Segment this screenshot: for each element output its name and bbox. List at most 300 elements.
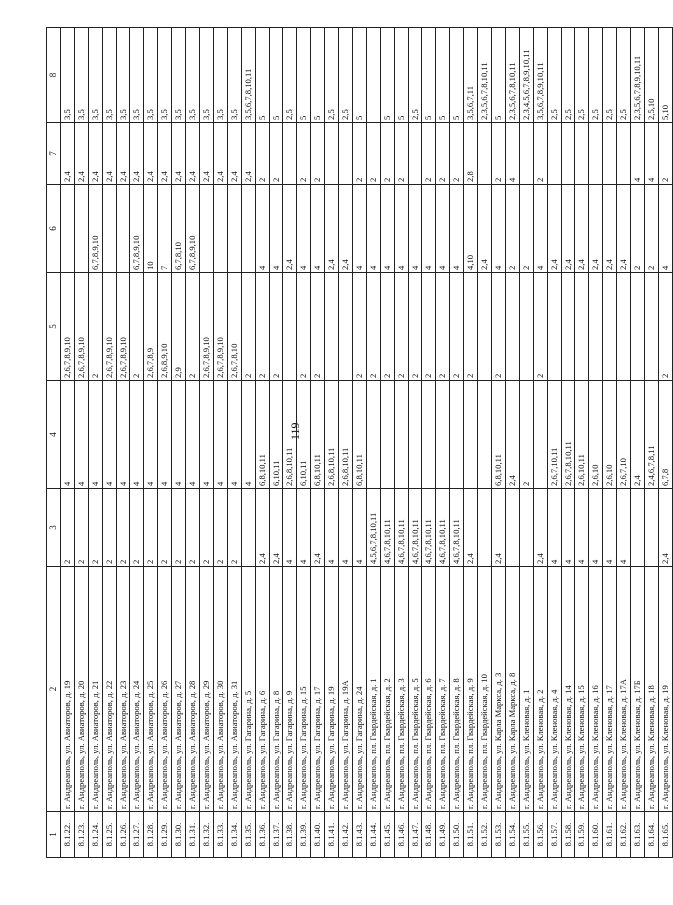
table-cell	[366, 28, 380, 123]
table-cell: 8.1.62.	[617, 812, 631, 858]
table-row	[547, 28, 561, 858]
table-row	[339, 28, 353, 858]
table-cell: 4	[644, 123, 658, 185]
table-cell	[617, 273, 631, 381]
table-cell: 2,4	[213, 123, 227, 185]
column-header-2: 2	[47, 567, 61, 812]
table-cell	[561, 273, 575, 381]
table-cell	[408, 381, 422, 489]
table-row	[478, 28, 492, 858]
column-header-3: 3	[47, 489, 61, 567]
table-cell	[366, 381, 380, 489]
table-cell: г. Андреаполь, ул. Авиаторов, д. 28	[186, 567, 200, 812]
table-cell: 8.1.48.	[422, 812, 436, 858]
table-cell: 3,5	[116, 28, 130, 123]
table-cell: 2,6,7,8,9,10	[116, 273, 130, 381]
table-cell: 2,6,7,8,9,10	[199, 273, 213, 381]
table-cell: 5	[450, 28, 464, 123]
table-cell: 2	[436, 123, 450, 185]
table-cell: 2	[505, 185, 519, 273]
column-header-8: 8	[47, 28, 61, 123]
table-cell: 4	[547, 489, 561, 567]
table-cell: 2,4	[74, 123, 88, 185]
table-cell: 4	[658, 185, 672, 273]
table-cell: 2,5	[339, 28, 353, 123]
table-cell	[644, 273, 658, 381]
table-cell: 5	[380, 28, 394, 123]
table-cell	[241, 489, 255, 567]
table-cell: 2	[60, 489, 74, 567]
table-cell: 4	[297, 185, 311, 273]
table-cell: 8.1.32.	[199, 812, 213, 858]
table-cell: 8.1.50.	[450, 812, 464, 858]
table-cell: 5,10	[658, 28, 672, 123]
table-cell: 8.1.37.	[269, 812, 283, 858]
table-row	[199, 28, 213, 858]
table-cell: 8.1.59.	[575, 812, 589, 858]
table-cell: 2,5	[547, 28, 561, 123]
table-cell: 3,5	[144, 28, 158, 123]
table-cell: 2,6,8,9,10	[158, 273, 172, 381]
table-cell: 2	[241, 273, 255, 381]
table-cell: 8.1.34.	[227, 812, 241, 858]
table-cell: г. Андреаполь, ул. Гагарина, д. 6	[255, 567, 269, 812]
table-cell: 5	[492, 28, 506, 123]
table-row	[158, 28, 172, 858]
table-row	[533, 28, 547, 858]
table-row	[283, 28, 297, 858]
table-cell: 6,8,10,11	[311, 381, 325, 489]
table-cell	[617, 123, 631, 185]
table-cell: 2	[366, 123, 380, 185]
table-cell	[380, 381, 394, 489]
table-cell: 2,6,7,8,9,10	[60, 273, 74, 381]
table-cell: 8.1.26.	[116, 812, 130, 858]
table-cell: 2,4	[561, 185, 575, 273]
column-header-1: 1	[47, 812, 61, 858]
table-cell: г. Андреаполь, ул. Кленовая, д. 4	[547, 567, 561, 812]
table-row	[589, 28, 603, 858]
table-cell	[74, 185, 88, 273]
table-cell: 8.1.35.	[241, 812, 255, 858]
table-cell: 4,10	[464, 185, 478, 273]
table-cell: 2,4	[283, 185, 297, 273]
table-cell: г. Андреаполь, ул. Кленовая, д. 19	[658, 567, 672, 812]
table-cell: 4	[60, 381, 74, 489]
table-cell: 4	[617, 489, 631, 567]
table-cell: 2	[102, 489, 116, 567]
table-cell: 2	[519, 381, 533, 489]
table-cell: 4,6,7,8,10,11	[436, 489, 450, 567]
table-cell: г. Андреаполь, ул. Кленовая, д. 16	[589, 567, 603, 812]
table-row	[311, 28, 325, 858]
table-cell: 2,4	[269, 489, 283, 567]
table-cell: г. Андреаполь, ул. Гагарина, д. 9	[283, 567, 297, 812]
table-cell: 3,5,6,7,11	[464, 28, 478, 123]
table-cell: 4	[144, 381, 158, 489]
table-cell	[505, 273, 519, 381]
table-cell: г. Андреаполь, ул. Авиаторов, д. 22	[102, 567, 116, 812]
table-cell: 2	[533, 273, 547, 381]
table-cell: 8.1.51.	[464, 812, 478, 858]
table-cell: г. Андреаполь, ул. Авиаторов, д. 29	[199, 567, 213, 812]
table-cell: 2,6,8,10,11	[339, 381, 353, 489]
table-cell: 2	[255, 273, 269, 381]
table-cell: 5	[436, 28, 450, 123]
table-cell: 4	[589, 489, 603, 567]
table-cell: г. Андреаполь, пл. Гвардейская, д. 7	[436, 567, 450, 812]
table-cell: 2,4	[547, 185, 561, 273]
table-cell: 2,5	[603, 28, 617, 123]
table-cell: 2,4	[325, 185, 339, 273]
table-cell: 2	[519, 185, 533, 273]
table-cell: 2,5	[561, 28, 575, 123]
table-cell: 2,4	[241, 123, 255, 185]
table-cell: 8.1.61.	[603, 812, 617, 858]
table-cell: 2,3,5,6,7,8,9,10,11	[631, 28, 645, 123]
table-cell: 6,7,8,10	[172, 185, 186, 273]
table-row	[227, 28, 241, 858]
table-cell: 2,4	[172, 123, 186, 185]
table-cell: 2	[422, 123, 436, 185]
table-cell: 2,4,6,7,8,11	[644, 381, 658, 489]
table-cell: 2	[88, 273, 102, 381]
table-cell: г. Андреаполь, ул. Гагарина, д. 5	[241, 567, 255, 812]
table-cell: 4	[366, 185, 380, 273]
table-row	[130, 28, 144, 858]
table-cell: 2,4	[617, 185, 631, 273]
table-cell	[325, 123, 339, 185]
table-cell: г. Андреаполь, ул. Гагарина, д. 24	[352, 567, 366, 812]
table-cell: 8.1.57.	[547, 812, 561, 858]
page-number: 119	[288, 422, 302, 440]
table-cell: 2,5	[283, 28, 297, 123]
table-cell: 4	[227, 381, 241, 489]
table-row	[519, 28, 533, 858]
table-cell	[533, 381, 547, 489]
table-cell: 2,3,5,6,7,8,10,11	[505, 28, 519, 123]
table-cell: 8.1.39.	[297, 812, 311, 858]
table-cell: 2,4	[158, 123, 172, 185]
table-cell: 2,4	[144, 123, 158, 185]
table-cell: 5	[255, 28, 269, 123]
table-cell: 4	[116, 381, 130, 489]
table-cell: 4	[325, 489, 339, 567]
table-cell: 2,5	[408, 28, 422, 123]
table-cell: г. Андреаполь, ул. Кленовая, д. 14	[561, 567, 575, 812]
table-cell: г. Андреаполь, ул. Гагарина, д. 15	[297, 567, 311, 812]
table-cell: 6,8,10,11	[352, 381, 366, 489]
table-cell: 8.1.24.	[88, 812, 102, 858]
table-cell: г. Андреаполь, ул. Кленовая, д. 17Б	[631, 567, 645, 812]
table-cell	[478, 123, 492, 185]
table-cell	[283, 273, 297, 381]
table-cell	[478, 381, 492, 489]
table-cell: 2	[380, 123, 394, 185]
table-cell: г. Андреаполь, ул. Кленовая, д. 15	[575, 567, 589, 812]
table-cell: 2,6,7,8,9,10	[102, 273, 116, 381]
table-cell	[505, 489, 519, 567]
table-cell: 8.1.44.	[366, 812, 380, 858]
table-cell: г. Андреаполь, пл. Гвардейская, д. 2	[380, 567, 394, 812]
table-cell: 4,6,7,8,10,11	[394, 489, 408, 567]
table-cell: 4	[436, 185, 450, 273]
table-cell: 2,4	[102, 123, 116, 185]
table-cell: 3,5	[186, 28, 200, 123]
table-cell: г. Андреаполь, ул. Авиаторов, д. 21	[88, 567, 102, 812]
table-cell: 4	[172, 381, 186, 489]
table-cell: 2,3,4,5,6,7,8,9,10,11	[519, 28, 533, 123]
table-cell: 8.1.29.	[158, 812, 172, 858]
table-cell: г. Андреаполь, ул. Гагарина, д. 19	[325, 567, 339, 812]
table-cell	[603, 273, 617, 381]
table-cell: 3,5	[158, 28, 172, 123]
table-row	[658, 28, 672, 858]
table-cell: 2,4	[478, 185, 492, 273]
table-cell: г. Андреаполь, ул. Авиаторов, д. 30	[213, 567, 227, 812]
table-cell	[547, 273, 561, 381]
table-cell: 2,4	[339, 185, 353, 273]
table-row	[603, 28, 617, 858]
table-cell	[436, 381, 450, 489]
table-cell: 8.1.54.	[505, 812, 519, 858]
table-cell: 4	[130, 381, 144, 489]
table-row	[116, 28, 130, 858]
table-cell	[199, 185, 213, 273]
table-cell: 8.1.53.	[492, 812, 506, 858]
table-cell: 8.1.60.	[589, 812, 603, 858]
table-cell: 2	[74, 489, 88, 567]
table-cell: 4	[158, 381, 172, 489]
table-cell: 2	[658, 273, 672, 381]
table-cell: 2	[199, 489, 213, 567]
table-row	[380, 28, 394, 858]
table-cell: 2	[492, 123, 506, 185]
table-cell: 4	[241, 381, 255, 489]
table-cell: 2,5	[617, 28, 631, 123]
table-cell: 2	[464, 273, 478, 381]
table-cell: 6,7,8	[658, 381, 672, 489]
table-cell	[575, 123, 589, 185]
table-cell: 2,6,10	[589, 381, 603, 489]
table-row	[297, 28, 311, 858]
table-cell: 4	[631, 123, 645, 185]
table-cell: 2	[88, 489, 102, 567]
table-cell: 8.1.30.	[172, 812, 186, 858]
table-cell: г. Андреаполь, ул. Авиаторов, д. 19	[60, 567, 74, 812]
table-row	[88, 28, 102, 858]
table-row	[394, 28, 408, 858]
table-cell: 2	[269, 273, 283, 381]
table-cell: 2	[297, 273, 311, 381]
table-cell: 3,5	[74, 28, 88, 123]
table-cell: г. Андреаполь, ул. Авиаторов, д. 25	[144, 567, 158, 812]
data-table	[46, 27, 673, 858]
table-row	[144, 28, 158, 858]
table-cell: 2	[172, 489, 186, 567]
table-cell: 8.1.40.	[311, 812, 325, 858]
table-cell: 2	[492, 273, 506, 381]
table-row	[436, 28, 450, 858]
table-cell: 2,4	[575, 185, 589, 273]
table-cell: 2	[186, 273, 200, 381]
table-cell: 2	[311, 273, 325, 381]
table-cell	[213, 185, 227, 273]
table-cell: 2	[380, 273, 394, 381]
table-cell	[60, 185, 74, 273]
table-cell: 8.1.45.	[380, 812, 394, 858]
table-cell: г. Андреаполь, пл. Гвардейская, д. 9	[464, 567, 478, 812]
table-cell: 2	[533, 123, 547, 185]
table-cell: 2	[352, 273, 366, 381]
table-cell: 2,4	[492, 489, 506, 567]
table-cell	[478, 273, 492, 381]
table-cell: 2,4	[589, 185, 603, 273]
table-cell: г. Андреаполь, ул. Авиаторов, д. 31	[227, 567, 241, 812]
table-cell	[394, 381, 408, 489]
table-cell: г. Андреаполь, пл. Гвардейская, д. 5	[408, 567, 422, 812]
table-cell: 7	[158, 185, 172, 273]
table-cell: 2	[297, 123, 311, 185]
table-cell: 4	[213, 381, 227, 489]
table-cell: 5	[422, 28, 436, 123]
table-cell: 4	[255, 185, 269, 273]
table-cell: 8.1.63.	[631, 812, 645, 858]
table-cell: 4	[102, 381, 116, 489]
table-cell	[339, 273, 353, 381]
table-cell: 6,7,8,9,10	[88, 185, 102, 273]
table-cell: 2,5	[325, 28, 339, 123]
table-cell: 4	[352, 185, 366, 273]
table-cell: г. Андреаполь, ул. Авиаторов, д. 20	[74, 567, 88, 812]
table-cell: г. Андреаполь, ул. Карла Маркса, д. 8	[505, 567, 519, 812]
table-cell: 2,5	[575, 28, 589, 123]
table-row	[352, 28, 366, 858]
table-cell: 5	[352, 28, 366, 123]
table-cell: 4	[297, 489, 311, 567]
table-cell: 2	[116, 489, 130, 567]
table-cell: 5	[297, 28, 311, 123]
table-cell: 8.1.49.	[436, 812, 450, 858]
table-cell: 8.1.58.	[561, 812, 575, 858]
table-cell: г. Андреаполь, ул. Кленовая, д. 2	[533, 567, 547, 812]
table-row	[464, 28, 478, 858]
table-cell	[589, 123, 603, 185]
table-cell	[644, 489, 658, 567]
table-cell	[631, 273, 645, 381]
table-cell: 6,10,11	[269, 381, 283, 489]
table-cell: 8.1.22.	[60, 812, 74, 858]
table-cell: 2	[394, 123, 408, 185]
table-cell: 3,5	[60, 28, 74, 123]
table-cell: 8.1.28.	[144, 812, 158, 858]
table-cell: 2,6,7,8,10	[227, 273, 241, 381]
table-cell	[464, 381, 478, 489]
table-cell: 4	[269, 185, 283, 273]
table-cell: 8.1.47.	[408, 812, 422, 858]
table-row	[213, 28, 227, 858]
table-cell: 8.1.55.	[519, 812, 533, 858]
table-cell	[575, 273, 589, 381]
table-row	[408, 28, 422, 858]
table-row	[617, 28, 631, 858]
table-cell: г. Андреаполь, пл. Гвардейская, д. 1	[366, 567, 380, 812]
table-cell: 2	[186, 489, 200, 567]
table-cell: 2,8	[464, 123, 478, 185]
table-cell	[519, 489, 533, 567]
table-cell: 2	[311, 123, 325, 185]
table-cell: 5	[311, 28, 325, 123]
table-cell: 8.1.36.	[255, 812, 269, 858]
table-header-row	[47, 28, 61, 858]
table-cell: 2	[394, 273, 408, 381]
table-cell	[547, 123, 561, 185]
table-cell: 2,6,10	[603, 381, 617, 489]
table-cell: 8.1.41.	[325, 812, 339, 858]
table-cell: 2,6,7,8,9	[144, 273, 158, 381]
table-cell	[422, 381, 436, 489]
table-cell: 4	[311, 185, 325, 273]
table-cell: 2,6,8,10,11	[325, 381, 339, 489]
table-row	[255, 28, 269, 858]
table-cell: 2	[644, 185, 658, 273]
table-cell: 3,5,6,7,8,9,10,11	[533, 28, 547, 123]
table-cell: 2,3,5,6,7,8,10,11	[478, 28, 492, 123]
table-cell: 2,4	[255, 489, 269, 567]
table-cell: 2,6,7,8,10,11	[561, 381, 575, 489]
table-cell: 2,4	[658, 489, 672, 567]
table-cell	[519, 273, 533, 381]
table-cell: 8.1.27.	[130, 812, 144, 858]
table-cell: 2	[158, 489, 172, 567]
table-cell: 6,7,8,9,10	[186, 185, 200, 273]
table-cell: 2	[436, 273, 450, 381]
table-cell: 4,6,7,8,10,11	[450, 489, 464, 567]
table-cell: 8.1.52.	[478, 812, 492, 858]
table-row	[186, 28, 200, 858]
table-cell: 3,5	[213, 28, 227, 123]
table-cell: г. Андреаполь, ул. Гагарина, д. 17	[311, 567, 325, 812]
table-cell: 3,5,6,7,8,10,11	[241, 28, 255, 123]
table-cell	[241, 185, 255, 273]
table-row	[172, 28, 186, 858]
table-row	[241, 28, 255, 858]
table-body	[60, 28, 672, 858]
table-cell: 4	[283, 489, 297, 567]
table-cell	[450, 381, 464, 489]
table-cell: 2,6,7,10	[617, 381, 631, 489]
table-cell: 2	[366, 273, 380, 381]
table-cell: 4	[199, 381, 213, 489]
column-header-7: 7	[47, 123, 61, 185]
table-cell: г. Андреаполь, ул. Авиаторов, д. 23	[116, 567, 130, 812]
table-cell: 4	[394, 185, 408, 273]
table-cell: г. Андреаполь, пл. Гвардейская, д. 8	[450, 567, 464, 812]
table-cell: 4	[422, 185, 436, 273]
table-cell: 2	[269, 123, 283, 185]
table-cell: 4	[575, 489, 589, 567]
table-cell: 2,4	[88, 123, 102, 185]
table-cell	[283, 123, 297, 185]
table-cell: 2,4	[60, 123, 74, 185]
table-cell: 2,4	[603, 185, 617, 273]
table-cell: г. Андреаполь, пл. Гвардейская, д. 10	[478, 567, 492, 812]
table-cell	[227, 185, 241, 273]
table-cell: 4	[88, 381, 102, 489]
table-cell: г. Андреаполь, ул. Кленовая, д. 17	[603, 567, 617, 812]
table-cell: 2,6,10,11	[575, 381, 589, 489]
table-cell: 2	[631, 185, 645, 273]
